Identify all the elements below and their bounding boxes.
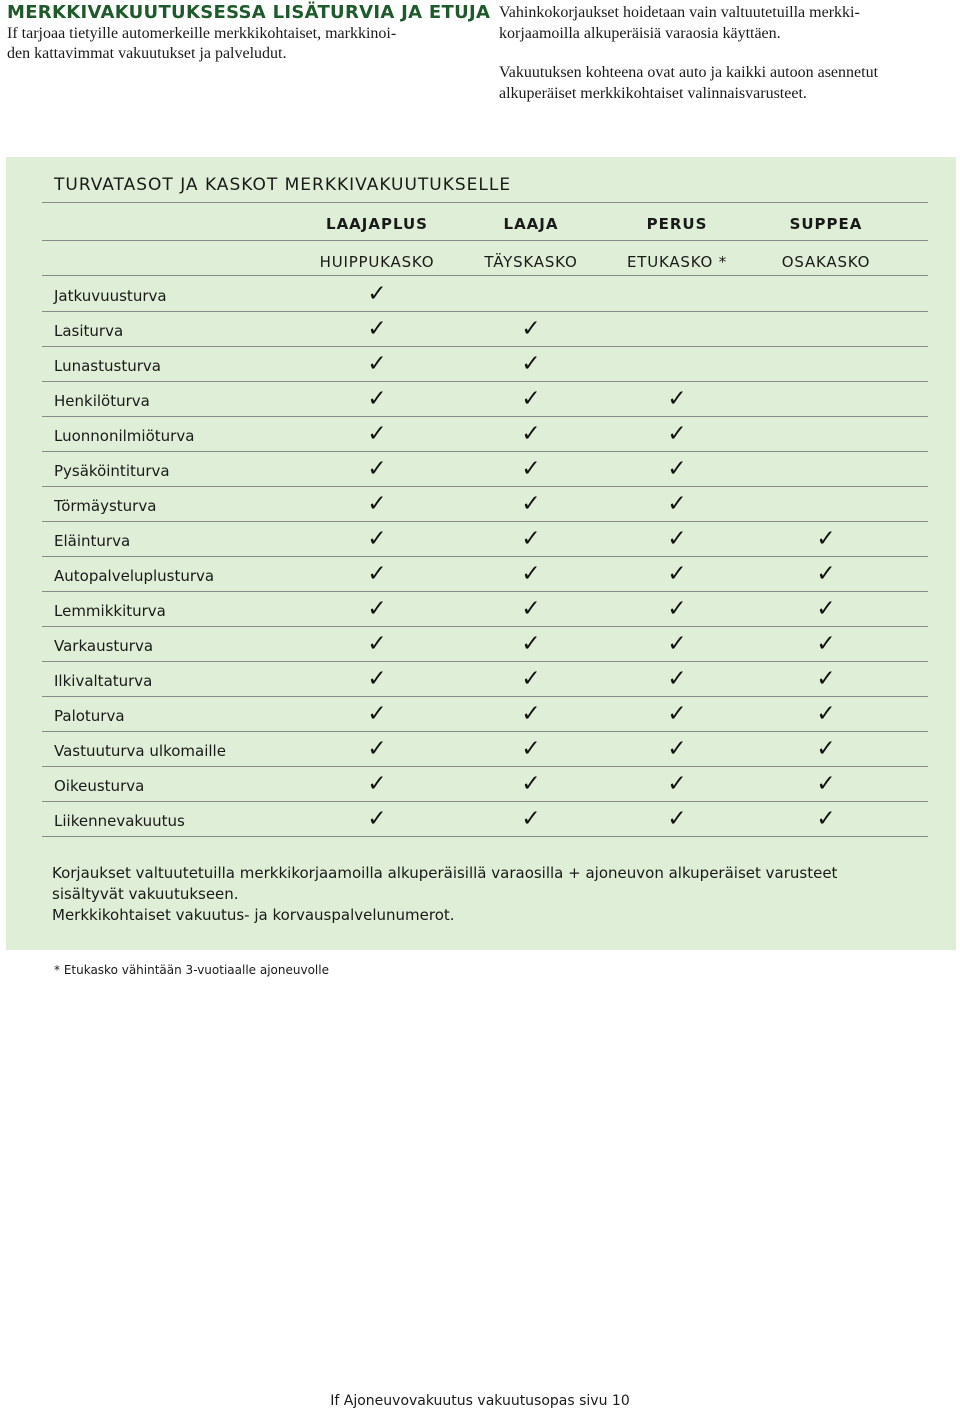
- table-row: [42, 802, 928, 837]
- checkmark-icon: ✓: [521, 806, 541, 832]
- coverage-rows: [42, 277, 928, 837]
- intro-paragraph-repairs: [499, 2, 959, 44]
- row-label: Lunastusturva: [54, 357, 161, 375]
- row-label: Lasiturva: [54, 322, 124, 340]
- checkmark-icon: ✓: [521, 526, 541, 552]
- page-footer: If Ajoneuvovakuutus vakuutusopas sivu 10: [330, 1393, 630, 1409]
- checkmark-icon: ✓: [816, 561, 836, 587]
- checkmark-icon: ✓: [816, 631, 836, 657]
- checkmark-icon: ✓: [367, 736, 387, 762]
- checkmark-icon: ✓: [367, 806, 387, 832]
- checkmark-icon: ✓: [667, 631, 687, 657]
- row-label: Törmäysturva: [54, 497, 157, 515]
- kasko-header: TÄYSKASKO: [484, 253, 578, 271]
- divider: [42, 240, 928, 241]
- level-header: LAAJAPLUS: [326, 215, 428, 233]
- checkmark-icon: ✓: [816, 701, 836, 727]
- checkmark-icon: ✓: [667, 701, 687, 727]
- intro-text-line: alkuperäiset merkkikohtaiset valinnaisvarusteet.: [499, 85, 807, 102]
- checkmark-icon: ✓: [816, 666, 836, 692]
- table-row: [42, 487, 928, 522]
- checkmark-icon: ✓: [521, 771, 541, 797]
- row-label: Pysäköintiturva: [54, 462, 170, 480]
- checkmark-icon: ✓: [667, 421, 687, 447]
- checkmark-icon: ✓: [667, 806, 687, 832]
- checkmark-icon: ✓: [367, 666, 387, 692]
- coverage-panel: [6, 157, 956, 950]
- checkmark-icon: ✓: [521, 456, 541, 482]
- checkmark-icon: ✓: [367, 526, 387, 552]
- table-title: TURVATASOT JA KASKOT MERKKIVAKUUTUKSELLE: [54, 175, 512, 195]
- table-row: [42, 627, 928, 662]
- checkmark-icon: ✓: [667, 736, 687, 762]
- checkmark-icon: ✓: [367, 351, 387, 377]
- row-label: Jatkuvuusturva: [54, 287, 167, 305]
- checkmark-icon: ✓: [667, 771, 687, 797]
- intro-paragraph-coverage: [499, 62, 959, 104]
- table-row: [42, 662, 928, 697]
- note-line: Korjaukset valtuutetuilla merkkikorjaamoilla alkuperäisillä varaosilla + ajoneuvon alkuperäiset varusteet: [52, 864, 838, 882]
- checkmark-icon: ✓: [667, 386, 687, 412]
- row-label: Oikeusturva: [54, 777, 145, 795]
- checkmark-icon: ✓: [367, 421, 387, 447]
- checkmark-icon: ✓: [667, 491, 687, 517]
- note-line: sisältyvät vakuutukseen.: [52, 885, 239, 903]
- checkmark-icon: ✓: [367, 386, 387, 412]
- checkmark-icon: ✓: [667, 456, 687, 482]
- table-row: [42, 347, 928, 382]
- checkmark-icon: ✓: [816, 596, 836, 622]
- intro-text-line: Vakuutuksen kohteena ovat auto ja kaikki autoon asennetut: [499, 64, 879, 81]
- checkmark-icon: ✓: [521, 701, 541, 727]
- checkmark-icon: ✓: [667, 526, 687, 552]
- checkmark-icon: ✓: [667, 666, 687, 692]
- kasko-header: OSAKASKO: [781, 253, 871, 271]
- checkmark-icon: ✓: [816, 771, 836, 797]
- table-row: [42, 557, 928, 592]
- row-label: Luonnonilmiöturva: [54, 427, 195, 445]
- kasko-header: ETUKASKO *: [626, 253, 728, 271]
- checkmark-icon: ✓: [521, 351, 541, 377]
- table-row: [42, 767, 928, 802]
- checkmark-icon: ✓: [521, 631, 541, 657]
- checkmark-icon: ✓: [521, 561, 541, 587]
- checkmark-icon: ✓: [816, 526, 836, 552]
- checkmark-icon: ✓: [367, 596, 387, 622]
- intro-text-line: Vahinkokorjaukset hoidetaan vain valtuutetuilla merkki-: [499, 4, 860, 21]
- checkmark-icon: ✓: [521, 421, 541, 447]
- checkmark-icon: ✓: [367, 281, 387, 307]
- checkmark-icon: ✓: [367, 631, 387, 657]
- checkmark-icon: ✓: [521, 386, 541, 412]
- table-row: [42, 452, 928, 487]
- level-header: PERUS: [646, 215, 708, 233]
- table-row: [42, 417, 928, 452]
- checkmark-icon: ✓: [667, 561, 687, 587]
- checkmark-icon: ✓: [367, 316, 387, 342]
- table-row: [42, 697, 928, 732]
- row-label: Autopalveluplusturva: [54, 567, 215, 585]
- table-row: [42, 277, 928, 312]
- checkmark-icon: ✓: [521, 491, 541, 517]
- checkmark-icon: ✓: [367, 771, 387, 797]
- checkmark-icon: ✓: [521, 736, 541, 762]
- row-label: Paloturva: [54, 707, 125, 725]
- checkmark-icon: ✓: [367, 561, 387, 587]
- divider: [42, 202, 928, 203]
- row-label: Lemmikkiturva: [54, 602, 166, 620]
- intro-right: [499, 2, 959, 122]
- checkmark-icon: ✓: [367, 701, 387, 727]
- table-row: [42, 312, 928, 347]
- checkmark-icon: ✓: [367, 456, 387, 482]
- row-label: Vastuuturva ulkomaille: [54, 742, 226, 760]
- level-header: LAAJA: [503, 215, 559, 233]
- level-header: SUPPEA: [789, 215, 863, 233]
- row-label: Liikennevakuutus: [54, 812, 185, 830]
- checkmark-icon: ✓: [367, 491, 387, 517]
- checkmark-icon: ✓: [521, 596, 541, 622]
- table-row: [42, 522, 928, 557]
- row-label: Ilkivaltaturva: [54, 672, 153, 690]
- checkmark-icon: ✓: [816, 806, 836, 832]
- checkmark-icon: ✓: [667, 596, 687, 622]
- intro-text: [7, 24, 477, 64]
- row-label: Eläinturva: [54, 532, 131, 550]
- row-label: Henkilöturva: [54, 392, 150, 410]
- table-row: [42, 732, 928, 767]
- intro-title: MERKKIVAKUUTUKSESSA LISÄTURVIA JA ETUJA: [7, 2, 491, 23]
- divider: [42, 275, 928, 276]
- checkmark-icon: ✓: [521, 666, 541, 692]
- intro-text-line: If tarjoaa tietyille automerkeille merkkikohtaiset, markkinoi-: [7, 25, 397, 42]
- intro-text-line: korjaamoilla alkuperäisiä varaosia käyttäen.: [499, 25, 781, 42]
- table-note: [52, 863, 912, 926]
- row-label: Varkausturva: [54, 637, 154, 655]
- intro-text-line: den kattavimmat vakuutukset ja palveludut.: [7, 45, 287, 62]
- checkmark-icon: ✓: [521, 316, 541, 342]
- intro-left: [7, 2, 491, 64]
- table-row: [42, 592, 928, 627]
- checkmark-icon: ✓: [816, 736, 836, 762]
- kasko-header: HUIPPUKASKO: [319, 253, 435, 271]
- asterisk-note: * Etukasko vähintään 3-vuotiaalle ajoneuvolle: [54, 963, 329, 977]
- table-row: [42, 382, 928, 417]
- note-line: Merkkikohtaiset vakuutus- ja korvauspalvelunumerot.: [52, 906, 455, 924]
